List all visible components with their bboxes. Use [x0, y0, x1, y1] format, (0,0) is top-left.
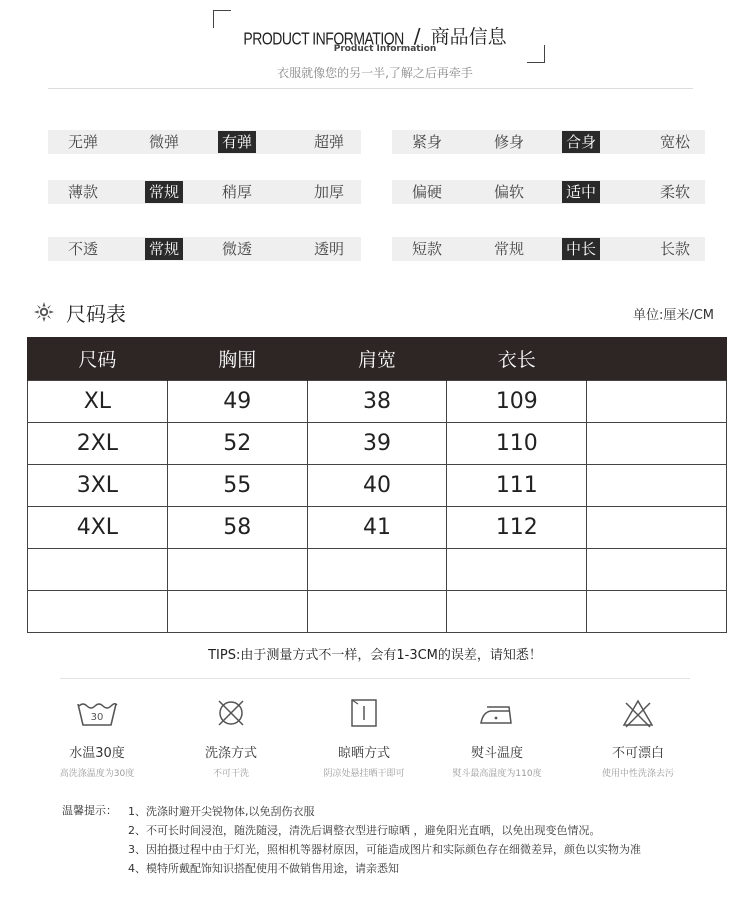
table-row	[28, 422, 727, 464]
size-table-header-cell: 衣长	[447, 337, 587, 380]
attribute-option: 薄款	[68, 183, 99, 201]
no-wash-icon	[209, 698, 253, 728]
table-cell	[167, 590, 307, 632]
care-label: 水温30度	[69, 746, 125, 761]
table-cell	[587, 590, 727, 632]
attribute-option: 透明	[314, 240, 345, 258]
sun-icon	[34, 302, 54, 322]
care-item-ironing	[437, 698, 557, 779]
size-table-header-cell: 肩宽	[307, 337, 447, 380]
attribute-option: 偏硬	[412, 183, 443, 201]
attribute-option: 紧身	[412, 133, 443, 151]
table-cell	[167, 548, 307, 590]
attribute-option: 微弹	[149, 133, 180, 151]
attribute-group	[48, 180, 361, 204]
table-cell	[587, 464, 727, 506]
care-item-wash	[37, 698, 157, 779]
attribute-group	[392, 130, 705, 154]
table-cell: 38	[307, 380, 447, 422]
attribute-option: 柔软	[660, 183, 691, 201]
attribute-group	[392, 237, 705, 261]
attribute-option: 稍厚	[222, 183, 253, 201]
table-cell: 109	[447, 380, 587, 422]
attribute-option-selected: 有弹	[218, 131, 256, 153]
size-table-header-cell: 胸围	[167, 337, 307, 380]
table-row	[28, 548, 727, 590]
header-divider	[48, 88, 693, 89]
attribute-option-selected: 常规	[145, 238, 183, 260]
note-item: 2、不可长时间浸泡，随洗随浸，清洗后调整衣型进行晾晒 ，避免阳光直晒，以免出现变色情况。	[128, 824, 601, 837]
table-cell: 112	[447, 506, 587, 548]
size-chart-title: 尺码表	[66, 302, 126, 326]
notes-heading: 温馨提示：	[62, 804, 117, 817]
care-label: 洗涤方式	[204, 746, 257, 761]
table-cell: 41	[307, 506, 447, 548]
drip-dry-icon	[342, 698, 386, 728]
size-table-header-cell: 尺码	[28, 337, 168, 380]
attribute-option-selected: 适中	[562, 181, 600, 203]
table-row	[28, 380, 727, 422]
attribute-option-selected: 合身	[562, 131, 600, 153]
table-cell	[447, 590, 587, 632]
table-row	[28, 590, 727, 632]
tips-text: TIPS:由于测量方式不一样，会有1-3CM的误差，请知悉！	[208, 648, 542, 663]
table-cell	[587, 380, 727, 422]
table-cell: 3XL	[28, 464, 168, 506]
table-row	[28, 506, 727, 548]
table-cell: XL	[28, 380, 168, 422]
table-cell: 52	[167, 422, 307, 464]
care-desc: 阴凉处悬挂晒干即可	[323, 769, 405, 779]
attribute-option-selected: 中长	[562, 238, 600, 260]
table-cell: 111	[447, 464, 587, 506]
attribute-option: 短款	[412, 240, 443, 258]
care-desc: 不可干洗	[212, 769, 249, 779]
attribute-option: 宽松	[660, 133, 691, 151]
page-title-en: PRODUCT INFORMATION	[243, 28, 404, 48]
care-item-washing	[171, 698, 291, 779]
table-cell	[28, 590, 168, 632]
table-cell: 110	[447, 422, 587, 464]
care-label: 不可漂白	[611, 746, 664, 761]
size-chart-unit: 单位:厘米/CM	[632, 308, 714, 323]
table-cell: 40	[307, 464, 447, 506]
table-cell	[307, 548, 447, 590]
note-item: 3、因拍摄过程中由于灯光，照相机等器材原因，可能造成图片和实际颜色存在细微差异，颜色以实物为准	[128, 843, 641, 856]
table-row	[28, 464, 727, 506]
page-tagline: 衣服就像您的另一半,了解之后再牵手	[277, 66, 473, 80]
page-title-separator: /	[413, 24, 421, 48]
attribute-group	[48, 237, 361, 261]
note-item: 1、洗涤时避开尖锐物体,以免刮伤衣服	[128, 805, 315, 818]
table-cell	[307, 590, 447, 632]
care-desc: 使用中性洗涤去污	[601, 769, 674, 779]
note-item: 4、模特所戴配饰知识搭配使用不做销售用途，请亲悉知	[128, 862, 399, 875]
size-table-header-cell	[587, 337, 727, 380]
table-cell	[447, 548, 587, 590]
attribute-option: 常规	[494, 240, 525, 258]
table-cell: 4XL	[28, 506, 168, 548]
table-cell	[587, 548, 727, 590]
care-desc: 熨斗最高温度为110度	[452, 769, 542, 779]
table-cell	[28, 548, 168, 590]
table-cell	[587, 422, 727, 464]
attribute-option: 长款	[660, 240, 691, 258]
table-cell: 58	[167, 506, 307, 548]
attribute-option: 微透	[222, 240, 253, 258]
iron-icon	[475, 698, 519, 728]
attribute-option: 加厚	[314, 183, 345, 201]
table-cell: 39	[307, 422, 447, 464]
table-cell: 2XL	[28, 422, 168, 464]
size-table-header	[28, 337, 727, 380]
table-cell	[587, 506, 727, 548]
attribute-option-selected: 常规	[145, 181, 183, 203]
attribute-group	[48, 130, 361, 154]
attribute-option: 不透	[68, 240, 99, 258]
no-bleach-icon	[616, 698, 660, 728]
wash-30-icon	[75, 698, 119, 728]
page-subtitle: Product Information	[333, 44, 437, 54]
attribute-option: 无弹	[68, 133, 99, 151]
page-title-cn: 商品信息	[430, 26, 507, 48]
size-table-body	[28, 380, 727, 632]
attribute-group	[392, 180, 705, 204]
care-label: 熨斗温度	[470, 746, 523, 761]
attribute-option: 偏软	[494, 183, 525, 201]
care-desc: 高洗涤温度为30度	[59, 769, 135, 779]
tips-divider	[60, 678, 690, 679]
care-label: 晾晒方式	[337, 746, 390, 761]
wash-temp-text: 30	[90, 712, 104, 723]
notes-list	[128, 802, 748, 878]
attribute-option: 超弹	[314, 133, 345, 151]
table-cell: 49	[167, 380, 307, 422]
size-table	[27, 337, 727, 633]
care-item-drying	[304, 698, 424, 779]
attribute-option: 修身	[494, 133, 525, 151]
care-item-bleach	[578, 698, 698, 779]
table-cell: 55	[167, 464, 307, 506]
